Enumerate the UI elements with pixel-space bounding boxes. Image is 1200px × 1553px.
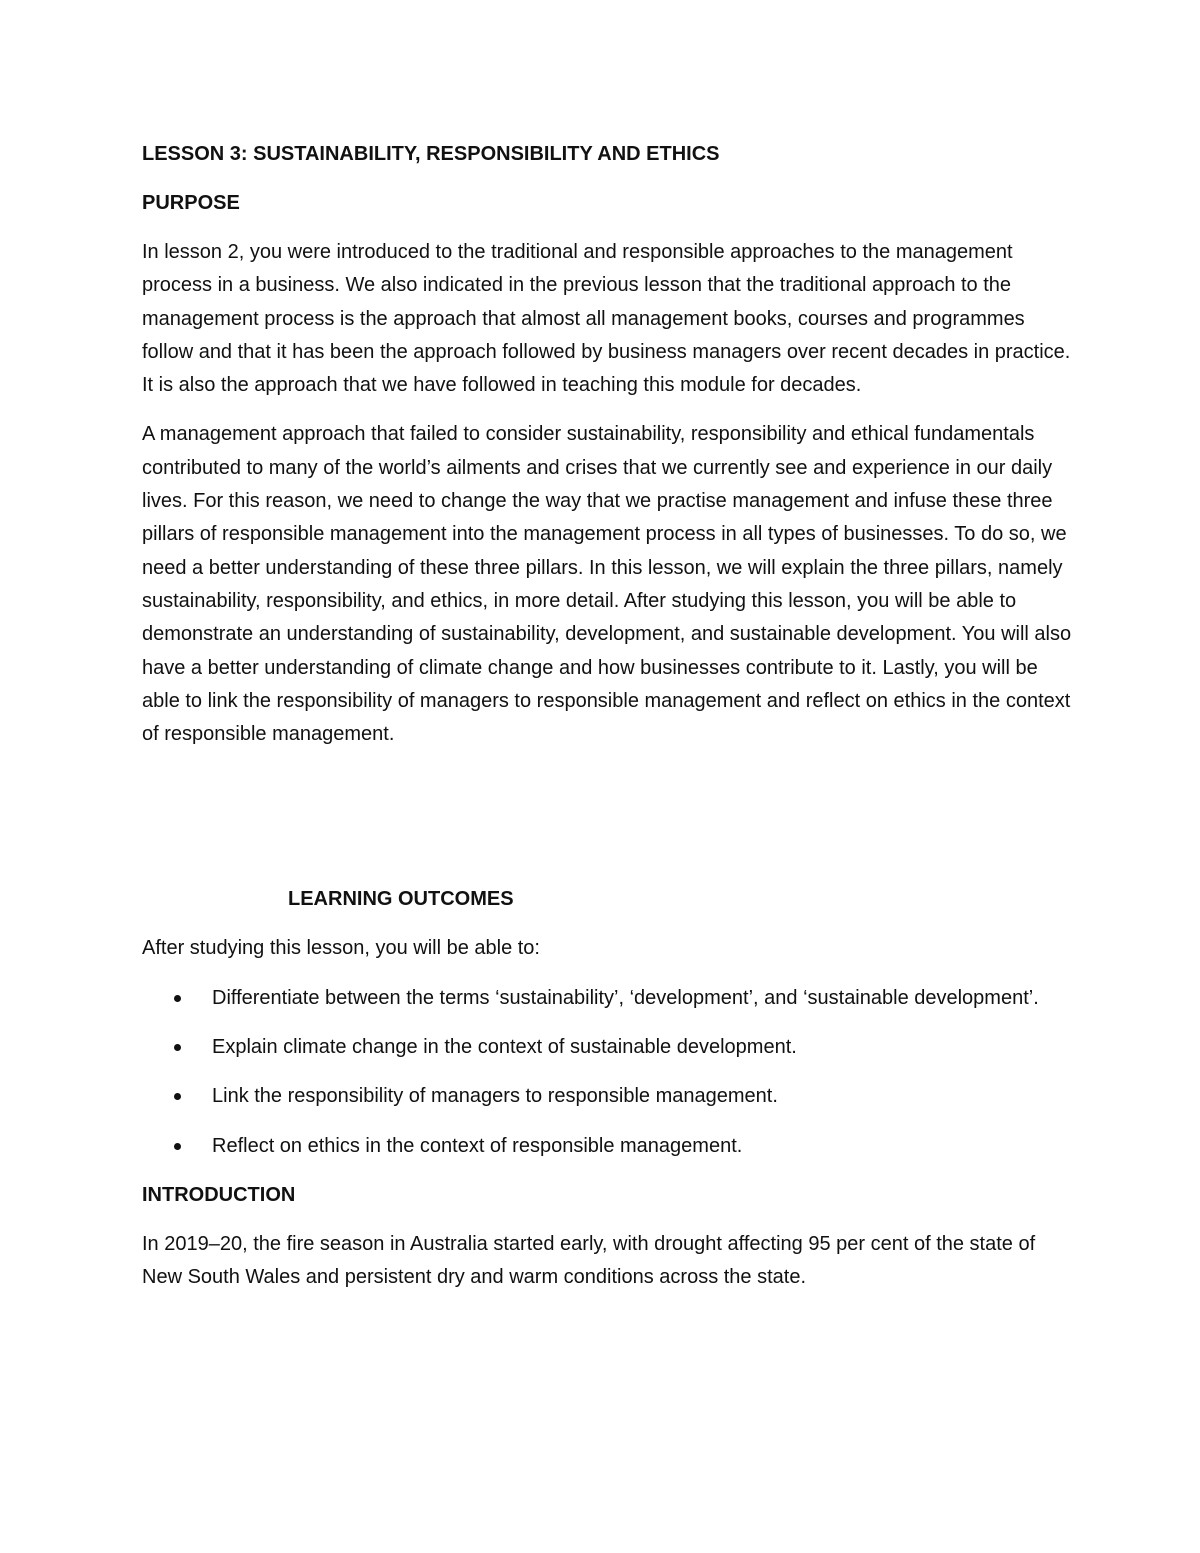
list-item-text: Differentiate between the terms ‘sustainability’, ‘development’, and ‘sustainable development’. xyxy=(212,986,1039,1009)
bullet-icon xyxy=(174,1093,181,1100)
lesson-title: LESSON 3: SUSTAINABILITY, RESPONSIBILITY AND ETHICS xyxy=(142,143,720,165)
introduction-paragraph: In 2019–20, the fire season in Australia started early, with drought affecting 95 per cent of the state of New South Wales and persistent dry and warm conditions across the state. xyxy=(142,1232,1036,1289)
blank-space xyxy=(142,767,1072,883)
learning-outcomes-list xyxy=(142,982,1072,1163)
learning-outcomes-intro: After studying this lesson, you will be able to: xyxy=(142,937,540,960)
purpose-heading: PURPOSE xyxy=(142,192,240,214)
document-page xyxy=(142,138,1072,1311)
learning-outcomes-heading: LEARNING OUTCOMES xyxy=(288,888,514,911)
list-item xyxy=(142,1130,1072,1163)
list-item xyxy=(142,1031,1072,1064)
list-item xyxy=(142,982,1072,1015)
bullet-icon xyxy=(174,995,181,1002)
list-item xyxy=(142,1080,1072,1113)
list-item-text: Reflect on ethics in the context of responsible management. xyxy=(212,1134,743,1157)
list-item-text: Link the responsibility of managers to responsible management. xyxy=(212,1085,778,1108)
purpose-paragraph-1: In lesson 2, you were introduced to the traditional and responsible approaches to the management process in a business. We also indicated in the previous lesson that the traditional approach to the management process is the approach that almost all management books, courses and programmes follow and that it has been the approach followed by business managers over recent decades in practice. It is also the approach that we have followed in teaching this module for decades. xyxy=(142,241,1071,397)
purpose-paragraph-2: A management approach that failed to consider sustainability, responsibility and ethical fundamentals contributed to many of the world’s ailments and crises that we currently see and experience in our daily lives. For this reason, we need to change the way that we practise management and infuse these three pillars of responsible management into the management process in all types of businesses. To do so, we need a better understanding of these three pillars. In this lesson, we will explain the three pillars, namely sustainability, responsibility, and ethics, in more detail. After studying this lesson, you will be able to demonstrate an understanding of sustainability, development, and sustainable development. You will also have a better understanding of climate change and how businesses contribute to it. Lastly, you will be able to link the responsibility of managers to responsible management and reflect on ethics in the context of responsible management. xyxy=(142,423,1072,746)
bullet-icon xyxy=(174,1143,181,1150)
list-item-text: Explain climate change in the context of sustainable development. xyxy=(212,1036,797,1059)
bullet-icon xyxy=(174,1044,181,1051)
introduction-heading: INTRODUCTION xyxy=(142,1183,296,1206)
